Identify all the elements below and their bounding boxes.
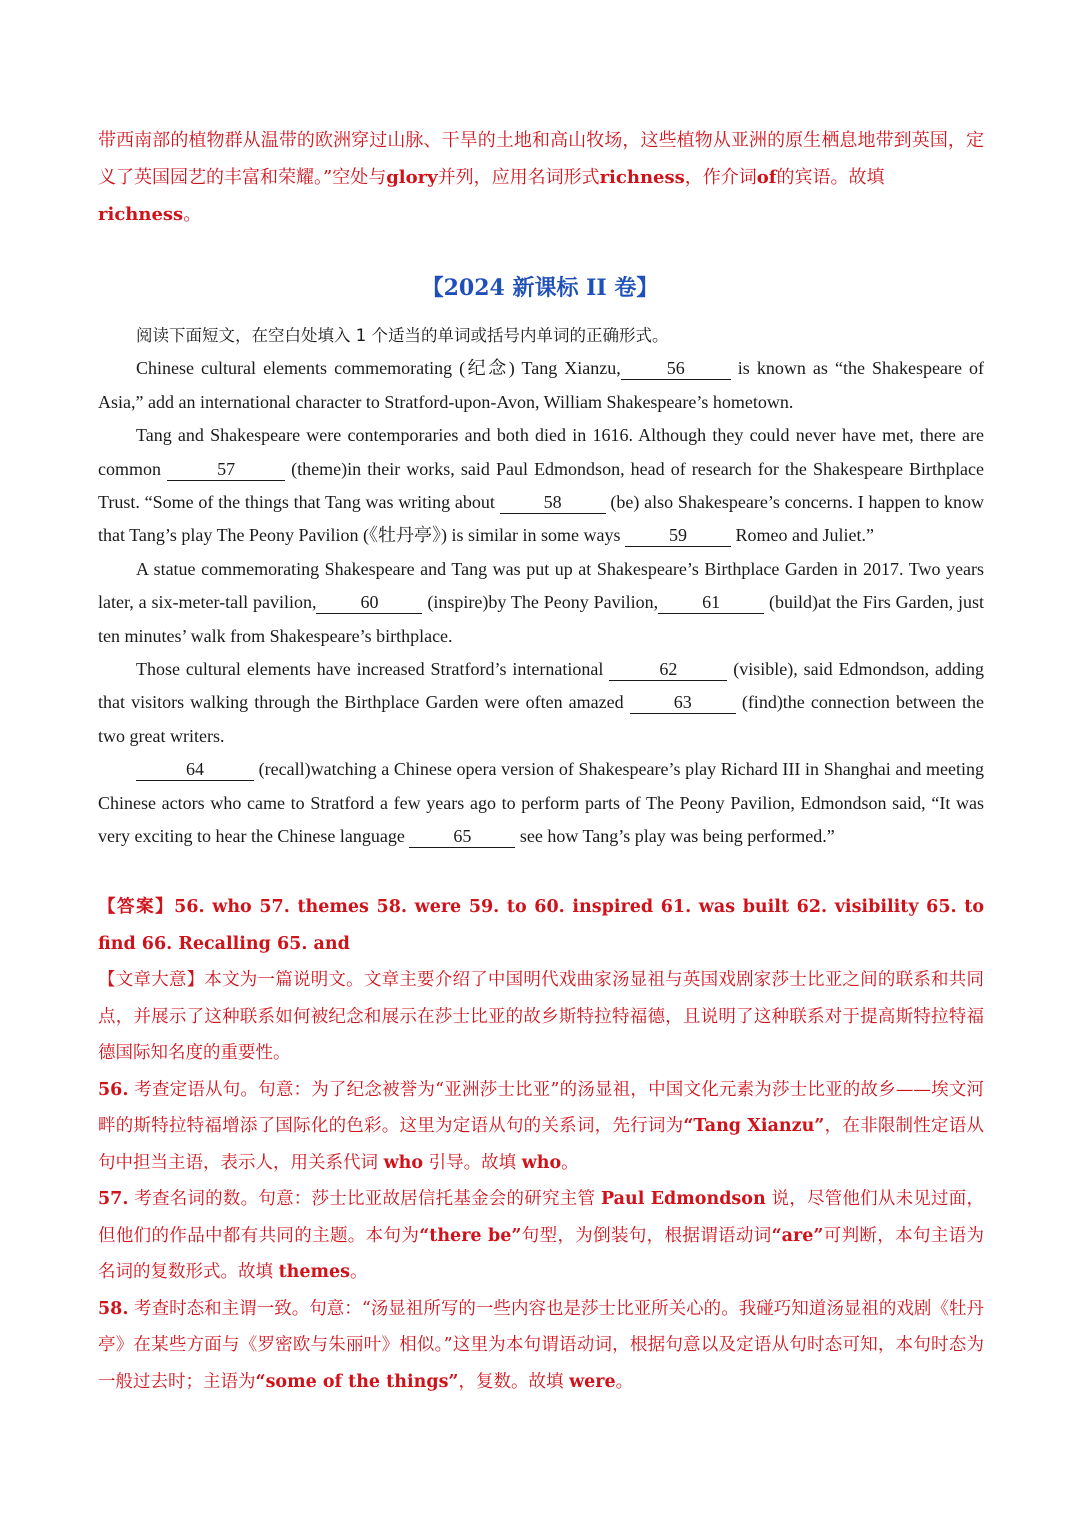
keyword: richness [599, 167, 685, 188]
explanation-56: 56. 考查定语从句。句意：为了纪念被誉为“亚洲莎士比亚”的汤显祖，中国文化元素为莎士比亚的故乡——埃文河畔的斯特拉特福增添了国际化的色彩。这里为定语从句的关系词，先行词为“Tang Xianzu”，在非限制性定语从句中担当主语，表示人，用关系代词 who 引导。故填 who。 [98, 1079, 985, 1173]
keyword: richness [98, 204, 184, 225]
blank-60[interactable]: 60 [316, 591, 422, 614]
paragraph-1: Chinese cultural elements commemorating (纪念) Tang Xianzu, 56 is known as “the Shakespeare of Asia,” add an international character to Stratford-upon-Avon, William Shakespeare’s hometown. [98, 358, 984, 412]
explanation-58: 58. 考查时态和主谓一致。句意：“汤显祖所写的一些内容也是莎士比亚所关心的。我碰巧知道汤显祖的戏剧《牡丹亭》在某些方面与《罗密欧与朱丽叶》相似。”这里为本句谓语动词，根据句意以及定语从句时态可知，本句时态为一般过去时；主语为“some of the things”，复数。故填 were。 [98, 1298, 984, 1392]
intro-text: ，作介词 [684, 167, 757, 188]
answer-section [98, 889, 984, 1400]
blank-59[interactable]: 59 [625, 524, 731, 547]
explanation-57: 57. 考查名词的数。句意：莎士比亚故居信托基金会的研究主管 Paul Edmondson 说，尽管他们从未见过面，但他们的作品中都有共同的主题。本句为“there be”句型，为倒装句，根据谓语动词“are”可判断，本句主语为名词的复数形式。故填 themes。 [98, 1189, 984, 1282]
keyword: of [756, 167, 777, 188]
paragraph-4: Those cultural elements have increased Stratford’s international 62 (visible), said Edmondson, adding that visitors walking through the Birthplace Garden were often amazed 63 (find)the connection between the two great writers. [98, 659, 984, 746]
keyword: glory [386, 167, 438, 188]
paragraph-3: A statue commemorating Shakespeare and Tang was put up at Shakespeare’s Birthplace Garden in 2017. Two years later, a six-meter-tall pavilion, 60 (inspire)by The Peony Pavilion, 61 (build)at the Firs Garden, just ten minutes’ walk from Shakespeare’s birthplace. [98, 558, 984, 646]
paragraph-2: Tang and Shakespeare were contemporaries and both died in 1616. Although they could never have met, there are common 57 (theme)in their works, said Paul Edmondson, head of research for the Shakespeare Birthplace Trust. “Some of the things that Tang was writing about 58 (be) also Shakespeare’s concerns. I happen to know that Tang’s play The Peony Pavilion (《牡丹亭》) is similar in some ways 59 Romeo and Juliet.” [98, 425, 985, 546]
blank-64[interactable]: 64 [136, 758, 254, 781]
intro-text: 带西南部的植物群从温带的欧洲穿过山脉、干旱的土地和高山牧场，这些植物从亚洲的原生栖息地带到英国，定义了英国园艺的丰富和荣耀。”空处与 [98, 130, 984, 188]
section-heading: 【2024 新课标 II 卷】 [421, 275, 659, 301]
intro-text: 并列，应用名词形式 [437, 167, 600, 188]
blank-57[interactable]: 57 [167, 458, 285, 481]
intro-text: 的宾语。故填 [776, 167, 885, 188]
previous-explanation [98, 122, 984, 233]
blank-61[interactable]: 61 [658, 591, 764, 614]
cloze-passage [98, 319, 984, 854]
blank-56[interactable]: 56 [621, 357, 731, 380]
instruction: 阅读下面短文，在空白处填入 1 个适当的单词或括号内单词的正确形式。 [136, 326, 669, 345]
blank-63[interactable]: 63 [630, 691, 736, 714]
blank-62[interactable]: 62 [609, 658, 727, 681]
answer-key: 【答案】56. who 57. themes 58. were 59. to 60. inspired 61. was built 62. visibility 65. to find 66. Recalling 65. and [98, 897, 984, 954]
article-summary: 【文章大意】本文为一篇说明文。文章主要介绍了中国明代戏曲家汤显祖与英国戏剧家莎士比亚之间的联系和共同点，并展示了这种联系如何被纪念和展示在莎士比亚的故乡斯特拉特福德，且说明了这种联系对于提高斯特拉特福德国际知名度的重要性。 [98, 970, 984, 1063]
blank-65[interactable]: 65 [409, 825, 515, 848]
intro-text: 。 [183, 204, 202, 225]
paragraph-5: 64 (recall)watching a Chinese opera version of Shakespeare’s play Richard III in Shanghai and meeting Chinese actors who came to Stratford a few years ago to perform parts of The Peony Pavilion, Edmondson said, “It was very exciting to hear the Chinese language 65 see how Tang’s play was being performed.” [98, 759, 984, 847]
blank-58[interactable]: 58 [500, 491, 606, 514]
